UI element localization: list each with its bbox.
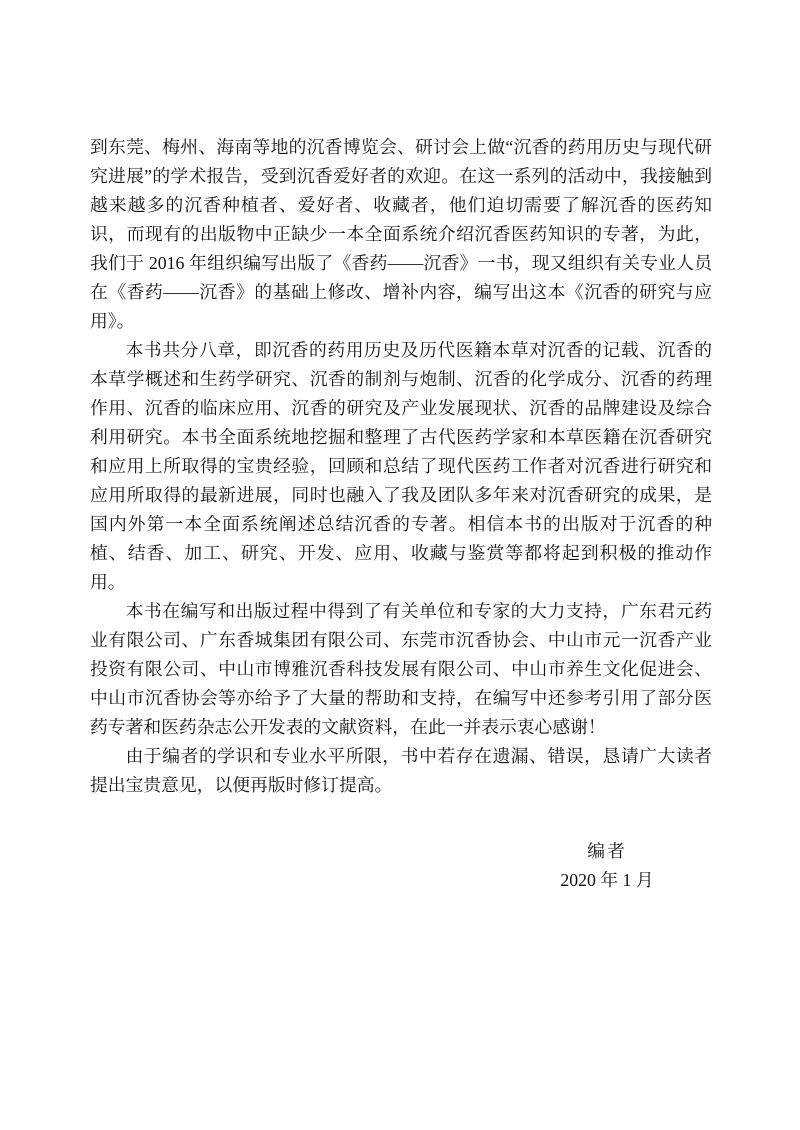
paragraph-chapter-overview: 本书共分八章，即沉香的药用历史及历代医籍本草对沉香的记载、沉香的本草学概述和生药学研究、沉香的制剂与炮制、沉香的化学成分、沉香的药理作用、沉香的临床应用、沉香的研究及产业发展现状、沉香的品牌建设及综合利用研究。本书全面系统地挖掘和整理了古代医药学家和本草医籍在沉香研究和应用上所取得的宝贵经验，回顾和总结了现代医药工作者对沉香进行研究和应用所取得的最新进展，同时也融入了我及团队多年来对沉香研究的成果，是国内外第一本全面系统阐述总结沉香的专著。相信本书的出版对于沉香的种植、结香、加工、研究、开发、应用、收藏与鉴赏等都将起到积极的推动作用。 — [90, 340, 712, 592]
signature-author: 编者 — [587, 841, 627, 861]
signature-block — [502, 837, 712, 895]
paragraph-acknowledgements: 本书在编写和出版过程中得到了有关单位和专家的大力支持，广东君元药业有限公司、广东香城集团有限公司、东莞市沉香协会、中山市元一沉香产业投资有限公司、中山市博雅沉香科技发展有限公司、中山市养生文化促进会、中山市沉香协会等亦给予了大量的帮助和支持，在编写中还参考引用了部分医药专著和医药杂志公开发表的文献资料，在此一并表示衷心感谢！ — [90, 601, 712, 737]
paragraph-continuation: 到东莞、梅州、海南等地的沉香博览会、研讨会上做“沉香的药用历史与现代研究进展”的学术报告，受到沉香爱好者的欢迎。在这一系列的活动中，我接触到越来越多的沉香种植者、爱好者、收藏者，他们迫切需要了解沉香的医药知识，而现有的出版物中正缺少一本全面系统介绍沉香医药知识的专著，为此，我们于 2016 年组织编写出版了《香药——沉香》一书，现又组织有关专业人员在《香药——沉香》的基础上修改、增补内容，编写出这本《沉香的研究与应用》。 — [90, 137, 712, 331]
paragraph-errata-request: 由于编者的学识和专业水平所限，书中若存在遗漏、错误，恳请广大读者提出宝贵意见，以便再版时修订提高。 — [90, 746, 712, 795]
page-text-block — [90, 133, 712, 895]
signature-date: 2020 年 1 月 — [560, 870, 654, 890]
